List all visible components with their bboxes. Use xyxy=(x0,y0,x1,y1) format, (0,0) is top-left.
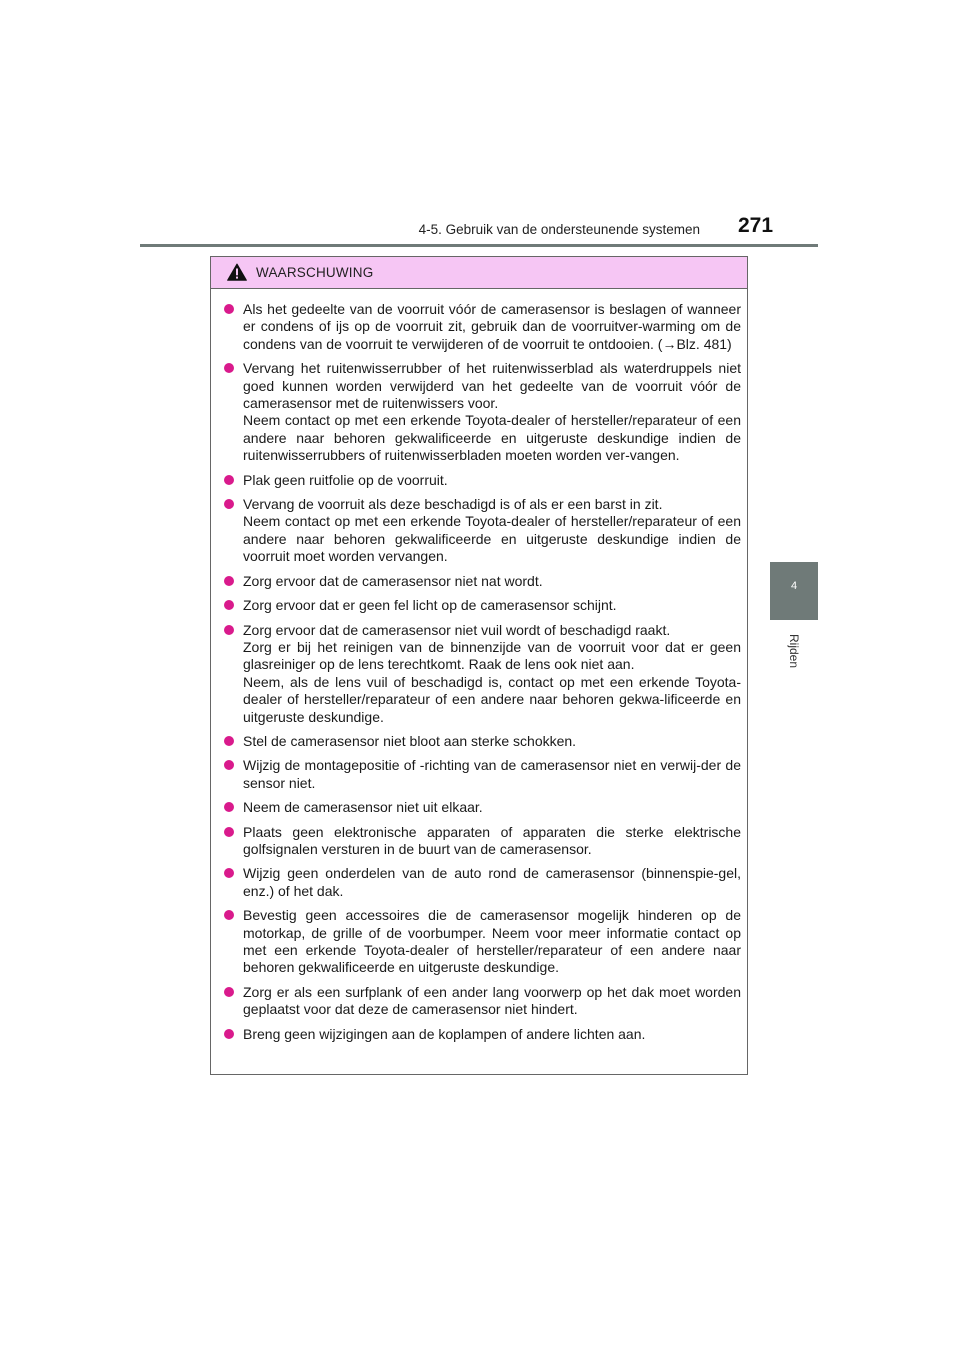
warning-item xyxy=(223,301,741,353)
bullet-icon xyxy=(224,363,234,373)
warning-paragraph: Wijzig de montagepositie of -richting van de camerasensor niet en verwij-der de sensor niet. xyxy=(243,757,741,791)
chapter-number: 4 xyxy=(790,580,798,592)
bullet-icon xyxy=(224,760,234,770)
bullet-icon xyxy=(224,576,234,586)
warning-item xyxy=(223,496,741,566)
warning-header xyxy=(211,257,747,289)
bullet-icon xyxy=(224,910,234,920)
warning-item xyxy=(223,472,741,489)
bullet-icon xyxy=(224,625,234,635)
warning-box xyxy=(210,256,748,1075)
warning-paragraph: Vervang de voorruit als deze beschadigd is of als er een barst in zit. xyxy=(243,496,663,513)
warning-paragraph: Wijzig geen onderdelen van de auto rond de camerasensor (binnenspie-gel, enz.) of het dak. xyxy=(243,865,741,899)
warning-item xyxy=(223,824,741,859)
bullet-icon xyxy=(224,868,234,878)
warning-item xyxy=(223,984,741,1019)
warning-paragraph: Als het gedeelte van de voorruit vóór de camerasensor is beslagen of wanneer er condens of ijs op de voorruit zit, gebruik dan de voorruitver-warming om de condens van de voorruit te verwijderen of de voorruit te ontdooien. (→Blz. 481) xyxy=(243,301,741,352)
warning-paragraph: Zorg ervoor dat de camerasensor niet vuil wordt of beschadigd raakt. xyxy=(243,621,671,638)
bullet-icon xyxy=(224,987,234,997)
warning-item xyxy=(223,733,741,750)
warning-paragraph: Zorg ervoor dat de camerasensor niet nat wordt. xyxy=(243,572,543,589)
bullet-icon xyxy=(224,1029,234,1039)
warning-item xyxy=(223,757,741,792)
warning-item xyxy=(223,622,741,726)
bullet-icon xyxy=(224,827,234,837)
chapter-tab xyxy=(770,562,818,620)
warning-paragraph: Stel de camerasensor niet bloot aan sterke schokken. xyxy=(243,732,577,749)
warning-item xyxy=(223,907,741,977)
warning-paragraph: Plak geen ruitfolie op de voorruit. xyxy=(243,471,448,488)
warning-item xyxy=(223,799,741,816)
warning-paragraph: Neem de camerasensor niet uit elkaar. xyxy=(243,799,483,816)
warning-title: WAARSCHUWING xyxy=(256,265,374,280)
section-title: 4-5. Gebruik van de ondersteunende systemen xyxy=(418,222,700,237)
bullet-icon xyxy=(224,736,234,746)
warning-item xyxy=(223,1026,741,1043)
warning-list xyxy=(211,289,747,1043)
warning-paragraph: Zorg ervoor dat er geen fel licht op de camerasensor schijnt. xyxy=(243,597,617,614)
warning-paragraph: Neem contact op met een erkende Toyota-dealer of hersteller/reparateur of een andere naar behoren gekwalificeerde en uitgeruste deskundige indien de ruitenwisserrubbers of ruitenwisserbladen moeten worden ver-vangen. xyxy=(243,412,741,464)
warning-paragraph: Plaats geen elektronische apparaten of apparaten die sterke elektrische golfsignalen versturen in de buurt van de camerasensor. xyxy=(243,823,741,857)
bullet-icon xyxy=(224,600,234,610)
warning-paragraph: Breng geen wijzigingen aan de koplampen of andere lichten aan. xyxy=(243,1025,646,1042)
warning-triangle-icon xyxy=(227,263,247,281)
bullet-icon xyxy=(224,499,234,509)
bullet-icon xyxy=(224,475,234,485)
warning-paragraph: Bevestig geen accessoires die de camerasensor mogelijk hinderen op de motorkap, de grille of de voorbumper. Neem voor meer informatie contact op met een erkende Toyota-dealer of hersteller/reparateur of een andere naar behoren gekwalificeerde en uitgeruste deskundige. xyxy=(243,907,741,976)
warning-paragraph: Neem, als de lens vuil of beschadigd is, contact op met een erkende Toyota-dealer of hersteller/reparateur of een andere naar behoren gekwa-lificeerde en uitgeruste deskundige. xyxy=(243,673,741,725)
warning-item xyxy=(223,573,741,590)
warning-paragraph: Zorg er bij het reinigen van de binnenzijde van de voorruit voor dat er geen glasreiniger op de lens terechtkomt. Raak de lens ook niet aan. xyxy=(243,638,741,673)
warning-item xyxy=(223,597,741,614)
warning-paragraph: Neem contact op met een erkende Toyota-dealer of hersteller/reparateur of een andere naar behoren gekwalificeerde en uitgeruste deskundige indien de voorruit moet worden vervangen. xyxy=(243,513,741,565)
chapter-label: Rijden xyxy=(787,633,801,669)
header-divider xyxy=(140,244,818,247)
warning-item xyxy=(223,360,741,464)
warning-paragraph: Vervang het ruitenwisserrubber of het ruitenwisserblad als waterdruppels niet goed kunnen worden verwijderd van het gedeelte van de voorruit vóór de camerasensor met de ruitenwissers voor. xyxy=(243,360,741,412)
bullet-icon xyxy=(224,304,234,314)
page-number: 271 xyxy=(738,214,774,237)
warning-paragraph: Zorg er als een surfplank of een ander lang voorwerp op het dak moet worden geplaatst voor dat deze de camerasensor niet hindert. xyxy=(243,983,741,1018)
bullet-icon xyxy=(224,802,234,812)
warning-item xyxy=(223,865,741,900)
